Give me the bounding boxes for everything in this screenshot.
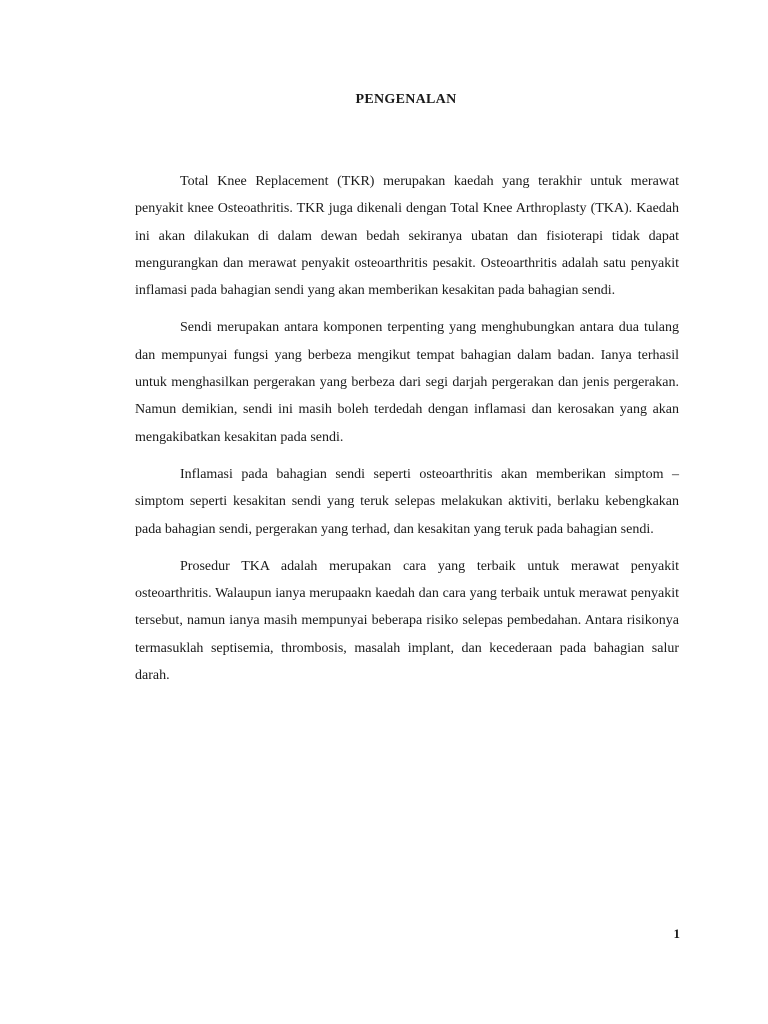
page-number: 1 (673, 926, 680, 941)
page-title: PENGENALAN (355, 92, 457, 107)
paragraph-1: Total Knee Replacement (TKR) merupakan kaedah yang terakhir untuk merawat penyakit knee Osteoathritis. TKR juga dikenali dengan Total Knee Arthroplasty (TKA). Kaedah ini akan dilakukan di dalam dewan bedah sekiranya ubatan dan fisioterapi tidak dapat mengurangkan dan merawat penyakit osteoarthritis pesakit. Osteoarthritis adalah satu penyakit inflamasi pada bahagian sendi yang akan memberikan kesakitan pada bahagian sendi. (135, 174, 679, 299)
paragraph-4: Prosedur TKA adalah merupakan cara yang terbaik untuk merawat penyakit osteoarthritis. Walaupun ianya merupaakn kaedah dan cara yang terbaik untuk merawat penyakit tersebut, namun ianya masih mempunyai beberapa risiko selepas pembedahan. Antara risikonya termasuklah septisemia, thrombosis, masalah implant, dan kecederaan pada bahagian salur darah. (135, 558, 679, 684)
paragraph-2: Sendi merupakan antara komponen terpenting yang menghubungkan antara dua tulang dan mempunyai fungsi yang berbeza mengikut tempat bahagian dalam badan. Ianya terhasil untuk menghasilkan pergerakan yang berbeza dari segi darjah pergerakan dan jenis pergerakan. Namun demikian, sendi ini masih boleh terdedah dengan inflamasi dan kerosakan yang akan mengakibatkan kesakitan pada sendi. (135, 320, 679, 445)
body-text (135, 168, 679, 699)
paragraph-3: Inflamasi pada bahagian sendi seperti osteoarthritis akan memberikan simptom – simptom seperti kesakitan sendi yang teruk selepas melakukan aktiviti, berlaku kebengkakan pada bahagian sendi, pergerakan yang terhad, dan kesakitan yang teruk pada bahagian sendi. (135, 466, 679, 537)
